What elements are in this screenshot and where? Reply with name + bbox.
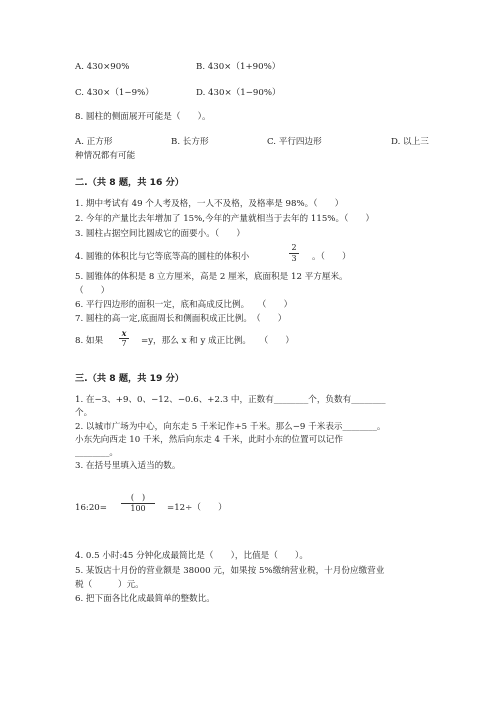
question-8-stem: 8. 圆柱的侧面展开可能是（ ）。	[75, 112, 211, 122]
s3-question-2: 2. 以城市广场为中心，向东走 5 千米记作+5 千米。那么−9 千米表示________。	[75, 422, 386, 432]
fraction-numerator: x	[121, 328, 127, 338]
s2-question-8: 8. 如果	[75, 336, 104, 346]
s2-q8-tail: =y，那么 x 和 y 成正比例。 （ ）	[141, 336, 294, 346]
s3-question-6: 6. 把下面各比化成最简单的整数比。	[75, 594, 215, 604]
s3-question-2-cont2: ________。	[75, 448, 118, 458]
q8-option-d: D. 以上三	[391, 137, 429, 147]
q8-option-b: B. 长方形	[171, 137, 209, 147]
s2-question-2: 2. 今年的产量比去年增加了 15%,今年的产量就相当于去年的 115%。（ ）	[75, 214, 375, 224]
fraction-numerator: ( )	[130, 493, 146, 502]
fraction-denominator: 7	[121, 339, 127, 348]
s2-question-5-cont: （ ）	[75, 286, 110, 296]
section-2-header: 二.（共 8 题，共 16 分）	[75, 177, 184, 188]
s2-question-4: 4. 圆锥的体积比与它等底等高的圆柱的体积小	[75, 252, 250, 262]
fraction-denominator: 100	[130, 504, 146, 513]
option-d: D. 430×（1−90%）	[196, 88, 281, 98]
option-b: B. 430×（1+90%）	[196, 62, 281, 72]
option-c: C. 430×（1−9%）	[75, 88, 154, 98]
s2-question-3: 3. 圆柱占据空间比圆成它的面要小。（ ）	[75, 229, 245, 239]
s3-question-4: 4. 0.5 小时:45 分钟化成最简比是（ ），比值是（ ）。	[75, 551, 308, 561]
s3-question-3: 3. 在括号里填入适当的数。	[75, 461, 181, 471]
s2-q4-tail: 。（ ）	[312, 252, 351, 262]
section-3-header: 三.（共 8 题，共 19 分）	[75, 373, 184, 384]
s2-q8-fraction	[119, 329, 129, 348]
s3-question-5-cont: 税（ ）元。	[75, 580, 144, 590]
s3-question-5: 5. 某饭店十月份的营业额是 38000 元，如果按 5%缴纳营业税，十月份应缴营业	[75, 566, 385, 576]
option-a: A. 430×90%	[75, 62, 130, 72]
s2-question-1: 1. 期中考试有 49 个人考及格，一人不及格，及格率是 98%。（ ）	[75, 199, 344, 209]
fraction-denominator: 3	[291, 254, 297, 263]
fraction-numerator: 2	[291, 243, 297, 252]
s2-q4-fraction	[289, 244, 299, 263]
s3-question-1-cont: 个。	[75, 408, 93, 418]
s2-question-6: 6. 平行四边形的面积一定，底和高成反比例。 （ ）	[75, 300, 293, 310]
s3-question-2-cont: 小东先向西走 10 千米，然后向东走 4 千米，此时小东的位置可以记作	[75, 435, 343, 445]
s3-question-1: 1. 在−3、+9、0、−12、−0.6、+2.3 中，正数有________个，负数有________	[75, 395, 386, 405]
ratio-lhs: 16:20=	[75, 503, 107, 513]
ratio-rhs: =12÷（ ）	[167, 503, 227, 513]
s2-question-7: 7. 圆柱的高一定,底面周长和侧面积成正比例。 （ ）	[75, 314, 287, 324]
q8-option-a: A. 正方形	[75, 137, 113, 147]
s2-question-5: 5. 圆锥体的体积是 8 立方厘米，高是 2 厘米，底面积是 12 平方厘米。	[75, 272, 348, 282]
q8-option-d-cont: 种情况都有可能	[75, 151, 136, 161]
s3-q3-fraction	[121, 494, 155, 513]
q8-option-c: C. 平行四边形	[267, 137, 322, 147]
